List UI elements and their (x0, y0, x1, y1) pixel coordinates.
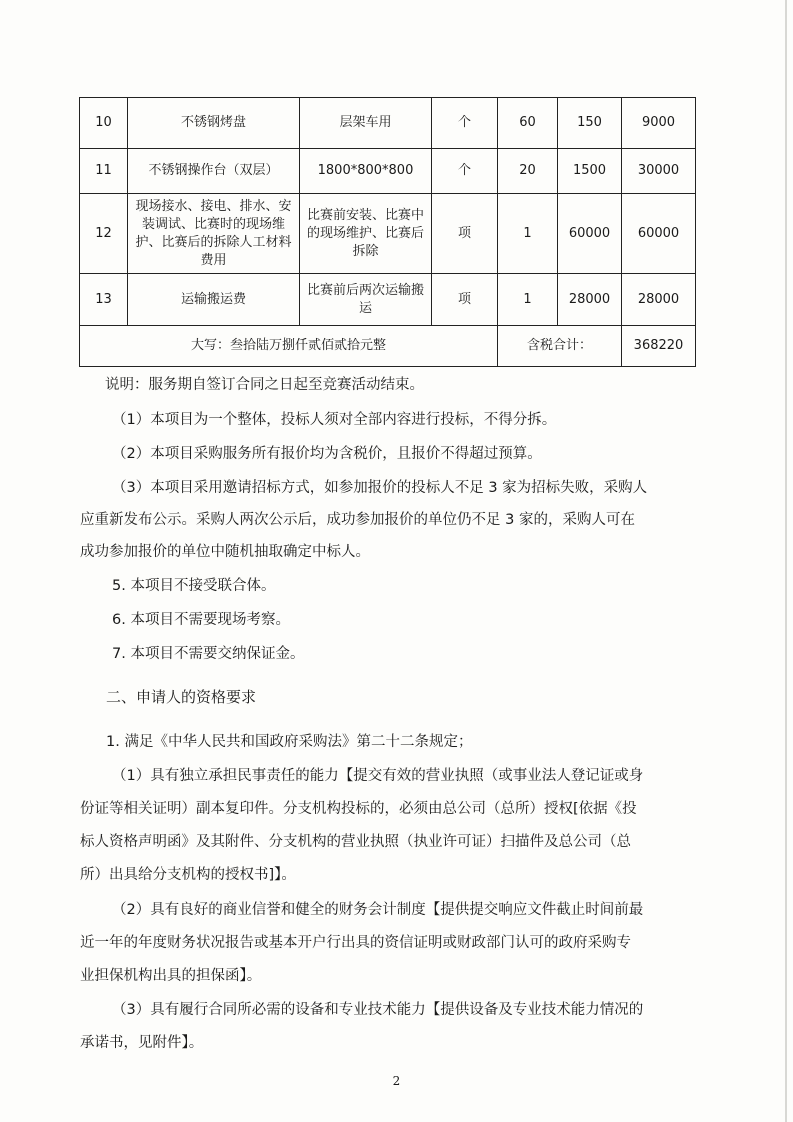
items-table (79, 97, 696, 367)
row-name: 现场接水、接电、排水、安装调试、比赛时的现场维护、比赛后的拆除人工材料费用 (128, 194, 300, 274)
paragraph-line: （1）本项目为一个整体，投标人须对全部内容进行投标，不得分拆。 (112, 412, 557, 428)
row-qty: 1 (498, 194, 558, 274)
row-qty: 60 (498, 98, 558, 149)
paragraph-line: 6. 本项目不需要现场考察。 (112, 612, 290, 628)
row-price: 1500 (558, 149, 622, 194)
paragraph-line: 所）出具给分支机构的授权书]】。 (80, 867, 296, 883)
row-unit: 个 (432, 98, 498, 149)
table-row (80, 274, 696, 326)
paragraph-line: 业担保机构出具的担保函】。 (80, 968, 262, 984)
row-name: 不锈钢操作台（双层） (128, 149, 300, 194)
row-no: 10 (80, 98, 128, 149)
paragraph-line: （1）具有独立承担民事责任的能力【提交有效的营业执照（或事业法人登记证或身 (112, 768, 644, 784)
row-unit: 项 (432, 274, 498, 326)
paragraph-line: 5. 本项目不接受联合体。 (112, 578, 276, 594)
row-price: 150 (558, 98, 622, 149)
table-row (80, 149, 696, 194)
row-qty: 20 (498, 149, 558, 194)
row-spec: 1800*800*800 (300, 149, 432, 194)
row-name: 不锈钢烤盘 (128, 98, 300, 149)
row-no: 13 (80, 274, 128, 326)
row-qty: 1 (498, 274, 558, 326)
row-name: 运输搬运费 (128, 274, 300, 326)
paragraph-line: （3）具有履行合同所必需的设备和专业技术能力【提供设备及专业技术能力情况的 (112, 1002, 644, 1018)
table-summary-row (80, 326, 696, 367)
row-total: 60000 (622, 194, 696, 274)
scan-edge (785, 0, 787, 1122)
table-row (80, 194, 696, 274)
total-amount: 368220 (622, 326, 696, 367)
note-line: 说明：服务期自签订合同之日起至竞赛活动结束。 (105, 377, 424, 393)
total-in-words: 大写：叁拾陆万捌仟贰佰贰拾元整 (80, 326, 498, 367)
paragraph-line: 承诺书，见附件】。 (80, 1035, 204, 1051)
paragraph-line: 近一年的年度财务状况报告或基本开户行出具的资信证明或财政部门认可的政府采购专 (80, 935, 631, 951)
row-spec: 比赛前后两次运输搬运 (300, 274, 432, 326)
row-unit: 项 (432, 194, 498, 274)
row-price: 28000 (558, 274, 622, 326)
paragraph-line: 应重新发布公示。采购人两次公示后，成功参加报价的单位仍不足 3 家的，采购人可在 (80, 512, 635, 528)
row-unit: 个 (432, 149, 498, 194)
total-label: 含税合计： (498, 326, 622, 367)
row-price: 60000 (558, 194, 622, 274)
row-total: 28000 (622, 274, 696, 326)
paragraph-line: 份证等相关证明）副本复印件。分支机构投标的，必须由总公司（总所）授权[依据《投 (80, 801, 637, 817)
row-no: 11 (80, 149, 128, 194)
row-no: 12 (80, 194, 128, 274)
row-spec: 层架车用 (300, 98, 432, 149)
paragraph-line: （2）本项目采购服务所有报价均为含税价，且报价不得超过预算。 (112, 446, 542, 462)
paragraph-line: 7. 本项目不需要交纳保证金。 (112, 646, 305, 662)
section-heading: 二、申请人的资格要求 (106, 688, 257, 706)
table-row (80, 98, 696, 149)
paragraph-line: 1. 满足《中华人民共和国政府采购法》第二十二条规定； (106, 734, 473, 750)
paragraph-line: 标人资格声明函》及其附件、分支机构的营业执照（执业许可证）扫描件及总公司（总 (80, 834, 631, 850)
row-total: 30000 (622, 149, 696, 194)
paragraph-line: （3）本项目采用邀请招标方式，如参加报价的投标人不足 3 家为招标失败，采购人 (112, 480, 648, 496)
paragraph-line: （2）具有良好的商业信誉和健全的财务会计制度【提供提交响应文件截止时间前最 (112, 902, 644, 918)
paragraph-line: 成功参加报价的单位中随机抽取确定中标人。 (80, 544, 370, 560)
row-spec: 比赛前安装、比赛中的现场维护、比赛后拆除 (300, 194, 432, 274)
row-total: 9000 (622, 98, 696, 149)
page-number: 2 (392, 1074, 401, 1088)
